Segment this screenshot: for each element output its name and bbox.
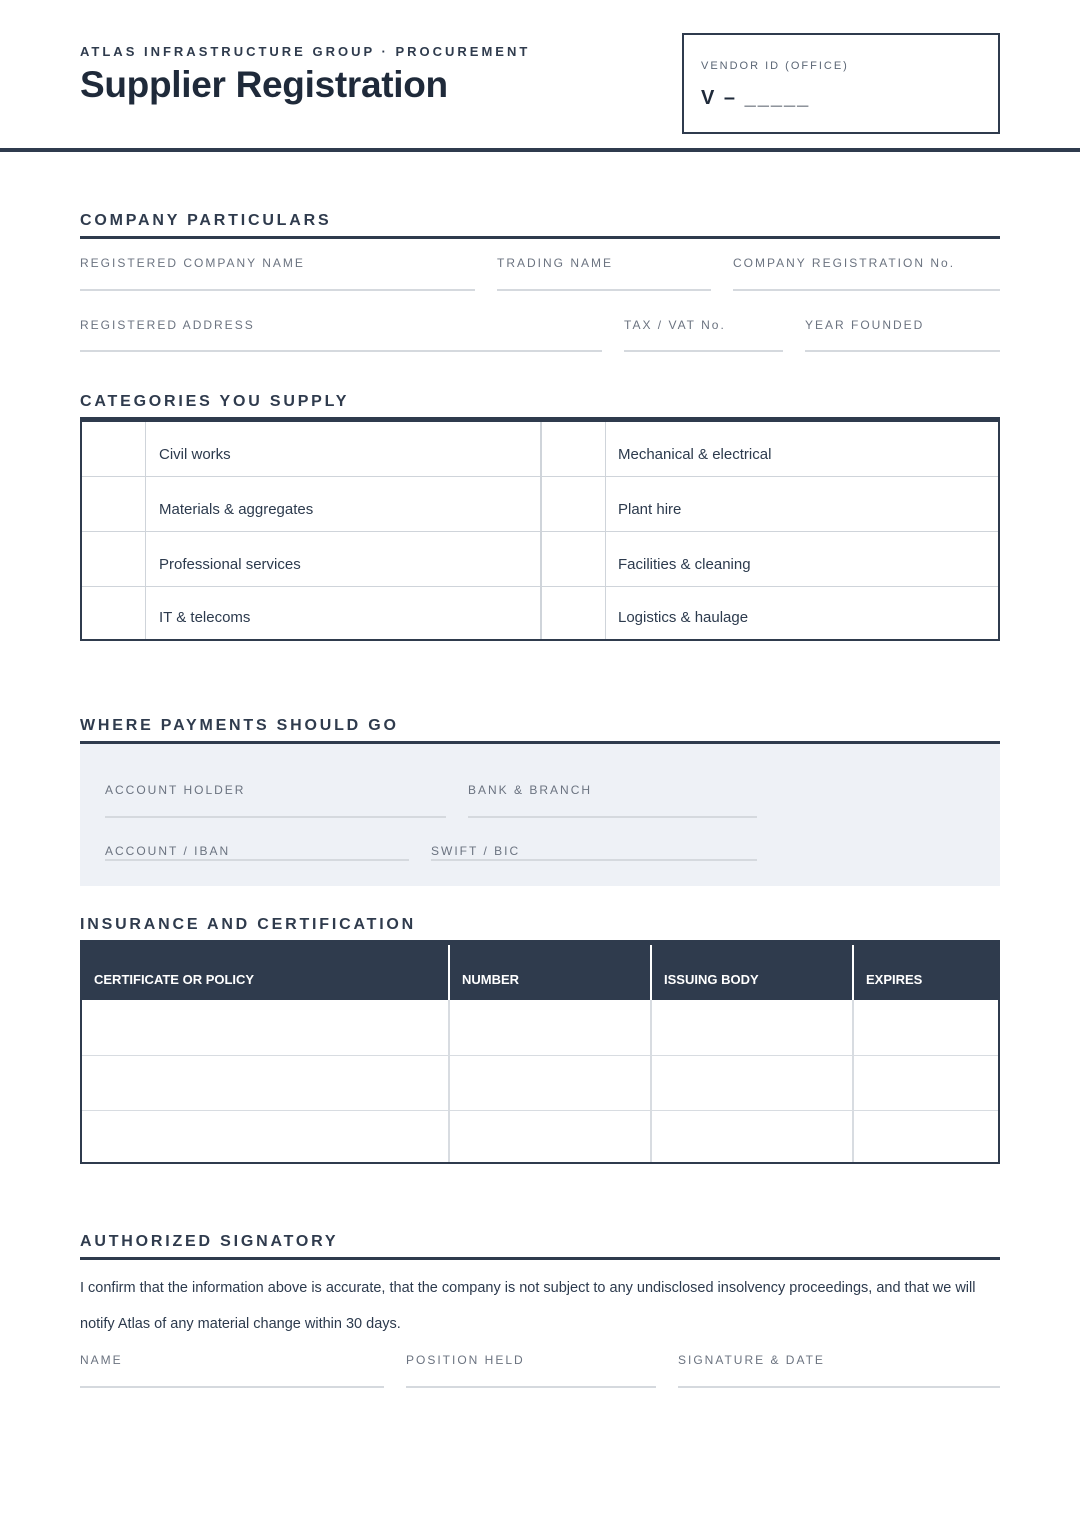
section-title-insurance: INSURANCE AND CERTIFICATION bbox=[80, 916, 1000, 943]
vendor-id-value: V – _____ bbox=[701, 87, 811, 109]
category-checkbox-mechanical-electrical[interactable] bbox=[542, 422, 606, 476]
category-label: IT & telecoms bbox=[159, 609, 251, 626]
bank-branch-field[interactable] bbox=[468, 783, 757, 818]
confirmation-statement: I confirm that the information above is accurate, that the company is not subject to any undisclosed insolvency proceedings, and that we will notify Atlas of any material change within 30 days. bbox=[80, 1280, 976, 1332]
insurance-cell-expires[interactable] bbox=[854, 1056, 998, 1110]
payment-details-panel bbox=[80, 744, 1000, 886]
registered-address-label: REGISTERED ADDRESS bbox=[80, 318, 255, 332]
header-divider bbox=[448, 945, 450, 1000]
registered-company-name-field[interactable] bbox=[80, 256, 475, 291]
organization-eyebrow: ATLAS INFRASTRUCTURE GROUP · PROCUREMENT bbox=[80, 44, 531, 59]
swift-bic-label: SWIFT / BIC bbox=[431, 844, 521, 858]
insurance-cell-certificate[interactable] bbox=[82, 1056, 448, 1110]
form-header bbox=[0, 0, 1080, 152]
account-iban-field[interactable] bbox=[105, 844, 409, 861]
insurance-cell-issuing-body[interactable] bbox=[652, 1001, 852, 1055]
column-header-expires: EXPIRES bbox=[866, 972, 923, 987]
category-row bbox=[542, 477, 998, 532]
section-title-payments: WHERE PAYMENTS SHOULD GO bbox=[80, 717, 1000, 744]
insurance-cell-certificate[interactable] bbox=[82, 1001, 448, 1055]
account-holder-field[interactable] bbox=[105, 783, 446, 818]
registered-company-name-label: REGISTERED COMPANY NAME bbox=[80, 256, 305, 270]
category-row bbox=[542, 532, 998, 587]
insurance-cell-number[interactable] bbox=[450, 1056, 650, 1110]
signatory-name-field[interactable] bbox=[80, 1353, 384, 1388]
tax-vat-no-field[interactable] bbox=[624, 318, 783, 352]
signatory-name-label: NAME bbox=[80, 1353, 123, 1367]
insurance-cell-issuing-body[interactable] bbox=[652, 1056, 852, 1110]
category-checkbox-materials[interactable] bbox=[82, 477, 146, 531]
insurance-cell-number[interactable] bbox=[450, 1001, 650, 1055]
column-header-certificate: CERTIFICATE OR POLICY bbox=[94, 972, 255, 987]
category-checkbox-logistics-haulage[interactable] bbox=[542, 587, 606, 639]
vendor-id-box bbox=[682, 33, 1000, 134]
category-checkbox-plant-hire[interactable] bbox=[542, 477, 606, 531]
header-divider bbox=[650, 945, 652, 1000]
insurance-cell-issuing-body[interactable] bbox=[652, 1111, 852, 1162]
category-label: Logistics & haulage bbox=[618, 609, 749, 626]
section-title-signatory: AUTHORIZED SIGNATORY bbox=[80, 1233, 1000, 1260]
swift-bic-field[interactable] bbox=[431, 844, 757, 861]
category-checkbox-facilities-cleaning[interactable] bbox=[542, 532, 606, 586]
year-founded-field[interactable] bbox=[805, 318, 1000, 352]
registered-address-field[interactable] bbox=[80, 318, 602, 352]
category-checkbox-civil-works[interactable] bbox=[82, 422, 146, 476]
header-divider bbox=[852, 945, 854, 1000]
categories-grid bbox=[80, 420, 1000, 641]
category-label: Materials & aggregates bbox=[159, 501, 314, 518]
category-row bbox=[82, 477, 540, 532]
position-held-label: POSITION HELD bbox=[406, 1353, 525, 1367]
insurance-table bbox=[80, 943, 1000, 1164]
year-founded-label: YEAR FOUNDED bbox=[805, 318, 925, 332]
category-label: Plant hire bbox=[618, 501, 682, 518]
insurance-cell-expires[interactable] bbox=[854, 1111, 998, 1162]
category-label: Professional services bbox=[159, 556, 301, 573]
signature-date-label: SIGNATURE & DATE bbox=[678, 1353, 825, 1367]
insurance-cell-expires[interactable] bbox=[854, 1001, 998, 1055]
category-row bbox=[542, 422, 998, 477]
category-row bbox=[542, 587, 998, 639]
page-title: Supplier Registration bbox=[80, 64, 448, 105]
category-row bbox=[82, 587, 540, 639]
account-holder-label: ACCOUNT HOLDER bbox=[105, 783, 246, 797]
category-checkbox-it-telecoms[interactable] bbox=[82, 587, 146, 639]
insurance-cell-number[interactable] bbox=[450, 1111, 650, 1162]
bank-branch-label: BANK & BRANCH bbox=[468, 783, 593, 797]
position-held-field[interactable] bbox=[406, 1353, 656, 1388]
vendor-id-label: VENDOR ID (OFFICE) bbox=[701, 60, 849, 72]
company-registration-no-label: COMPANY REGISTRATION No. bbox=[733, 256, 956, 270]
insurance-cell-certificate[interactable] bbox=[82, 1111, 448, 1162]
category-label: Facilities & cleaning bbox=[618, 556, 751, 573]
trading-name-field[interactable] bbox=[497, 256, 711, 291]
section-title-categories: CATEGORIES YOU SUPPLY bbox=[80, 393, 1000, 420]
column-header-number: NUMBER bbox=[462, 972, 520, 987]
account-iban-label: ACCOUNT / IBAN bbox=[105, 844, 231, 858]
category-row bbox=[82, 532, 540, 587]
column-header-issuing-body: ISSUING BODY bbox=[664, 972, 759, 987]
trading-name-label: TRADING NAME bbox=[497, 256, 614, 270]
category-label: Civil works bbox=[159, 446, 231, 463]
category-label: Mechanical & electrical bbox=[618, 446, 772, 463]
section-title-company: COMPANY PARTICULARS bbox=[80, 212, 1000, 239]
category-checkbox-professional-services[interactable] bbox=[82, 532, 146, 586]
category-row bbox=[82, 422, 540, 477]
insurance-table-header bbox=[82, 945, 998, 1000]
tax-vat-no-label: TAX / VAT No. bbox=[624, 318, 726, 332]
company-registration-no-field[interactable] bbox=[733, 256, 1000, 291]
signature-date-field[interactable] bbox=[678, 1353, 1000, 1388]
